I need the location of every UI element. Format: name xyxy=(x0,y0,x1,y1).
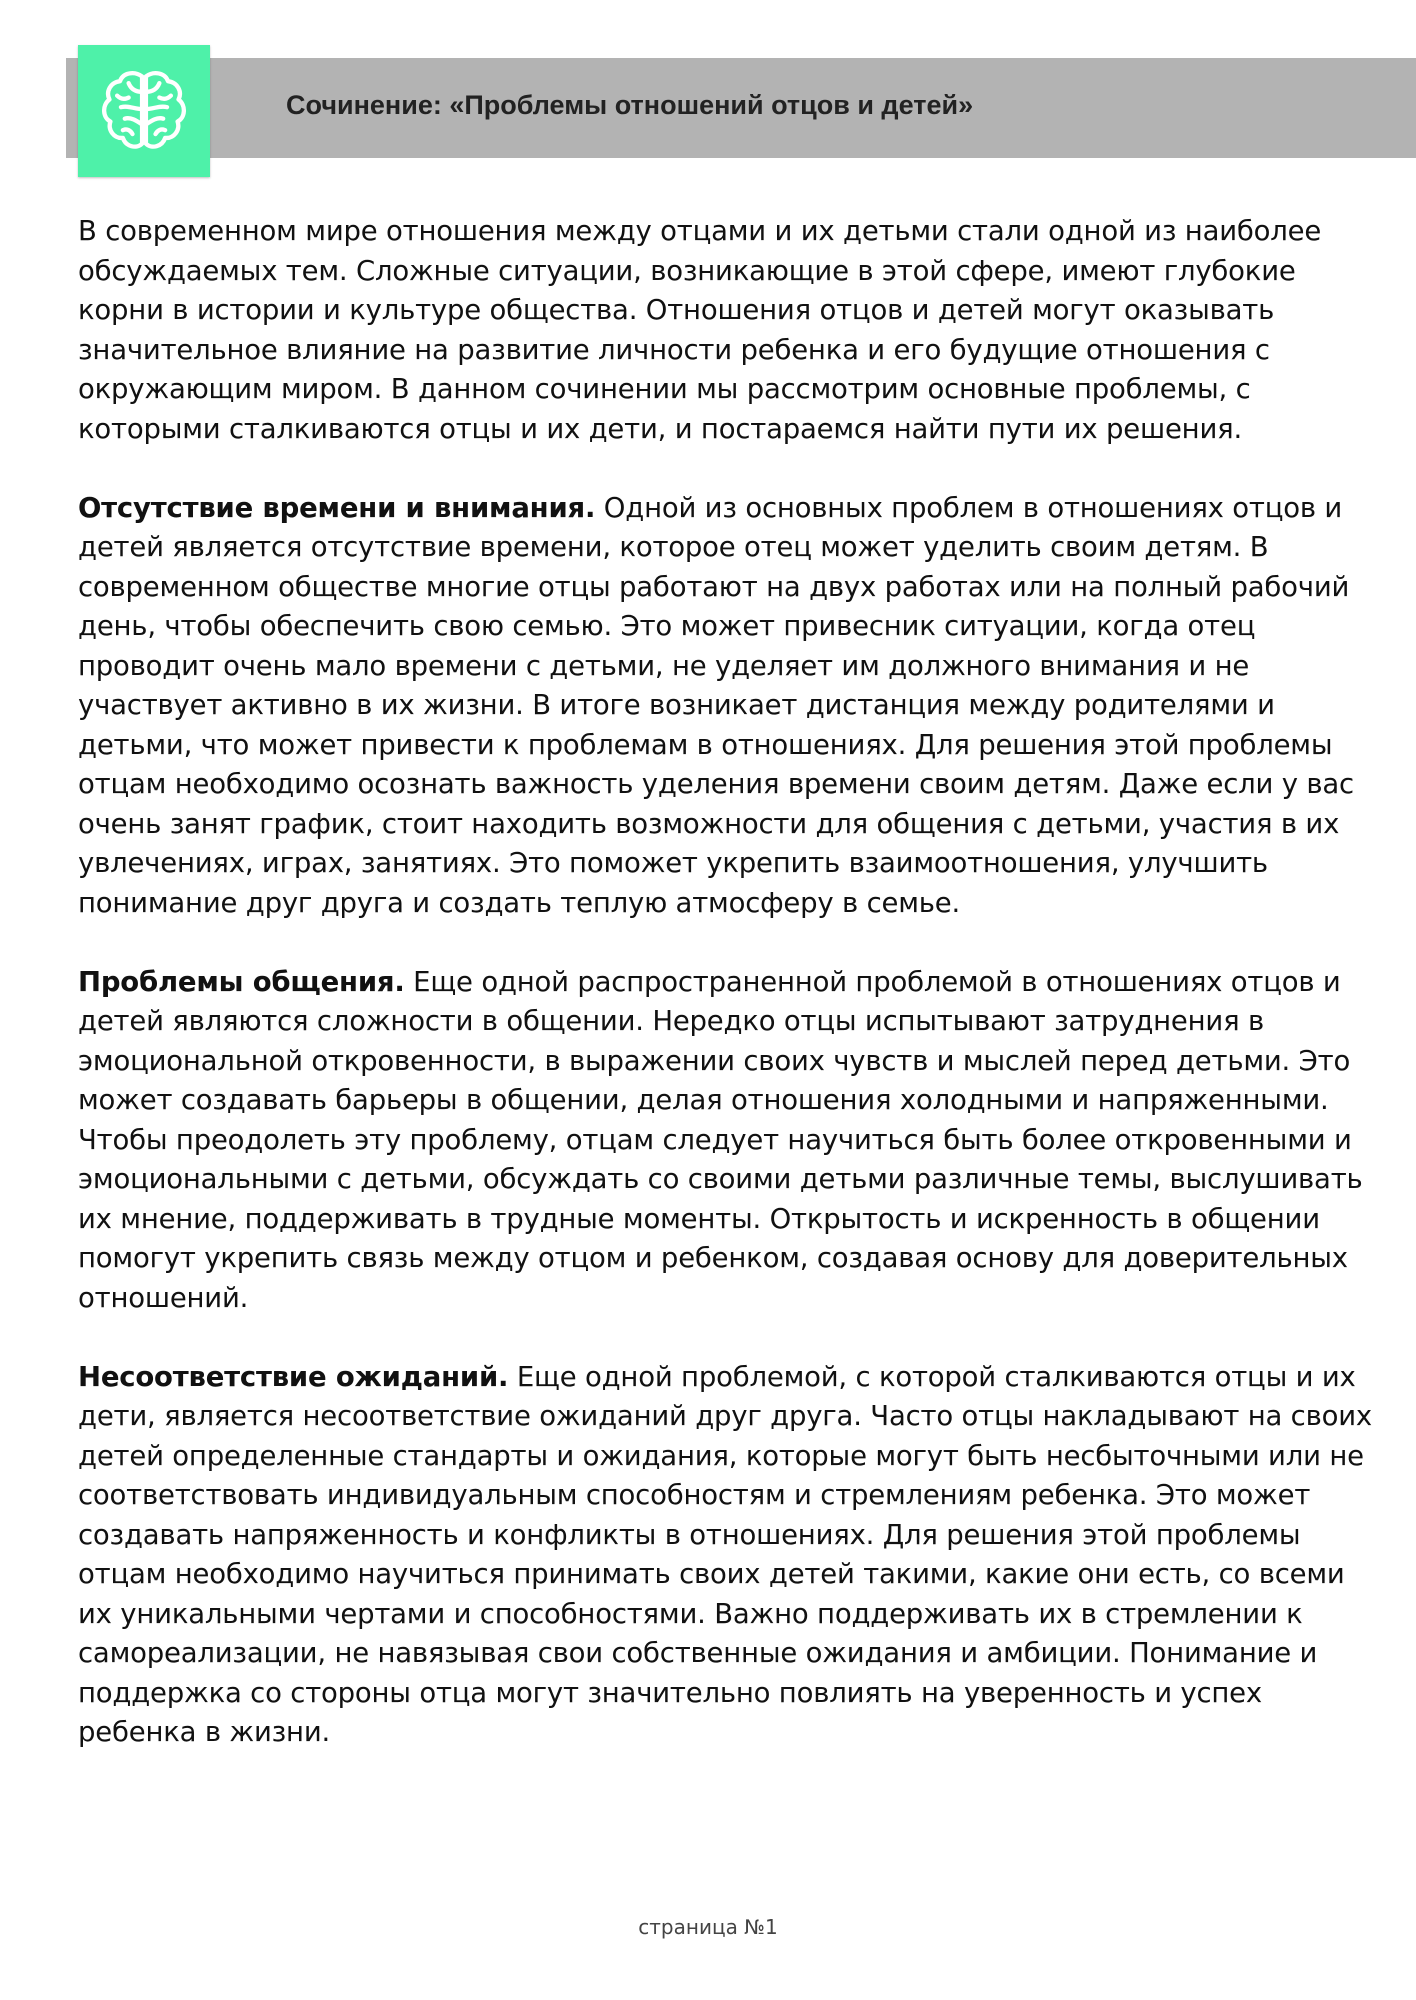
paragraph-expectations xyxy=(78,1358,1378,1753)
page-number: страница №1 xyxy=(638,1915,778,1939)
paragraph-lead: Отсутствие времени и внимания. xyxy=(78,491,596,524)
paragraph-intro xyxy=(78,212,1378,449)
brain-icon xyxy=(96,63,192,159)
paragraph-text: В современном мире отношения между отцами и их детьми стали одной из наиболее обсуждаемых тем. Сложные ситуации, возникающие в этой сфере, имеют глубокие корни в истории и культуре общества. Отношения отцов и детей могут оказывать значительное влияние на развитие личности ребенка и его будущие отношения с окружающим миром. В данном сочинении мы рассмотрим основные проблемы, с которыми сталкиваются отцы и их дети, и постараемся найти пути их решения. xyxy=(78,215,1322,445)
essay-body xyxy=(78,212,1378,1792)
paragraph-text: Одной из основных проблем в отношениях отцов и детей является отсутствие времени, которое отец может уделить своим детям. В современном обществе многие отцы работают на двух работах или на полный рабочий день, чтобы обеспечить свою семью. Это может привесник ситуации, когда отец проводит очень мало времени с детьми, не уделяет им должного внимания и не участвует активно в их жизни. В итоге возникает дистанция между родителями и детьми, что может привести к проблемам в отношениях. Для решения этой проблемы отцам необходимо осознать важность уделения времени своим детям. Даже если у вас очень занят график, стоит находить возможности для общения с детьми, участия в их увлечениях, играх, занятиях. Это поможет укрепить взаимоотношения, улучшить понимание друг друга и создать теплую атмосферу в семье. xyxy=(78,491,1354,919)
paragraph-lead: Несоответствие ожиданий. xyxy=(78,1360,509,1393)
logo xyxy=(78,45,210,177)
document-title: Сочинение: «Проблемы отношений отцов и детей» xyxy=(286,90,974,120)
paragraph-lead: Проблемы общения. xyxy=(78,965,405,998)
paragraph-text: Еще одной проблемой, с которой сталкиваются отцы и их дети, является несоответствие ожиданий друг друга. Часто отцы накладывают на своих детей определенные стандарты и ожидания, которые могут быть несбыточными или не соответствовать индивидуальным способностям и стремлениям ребенка. Это может создавать напряженность и конфликты в отношениях. Для решения этой проблемы отцам необходимо научиться принимать своих детей такими, какие они есть, со всеми их уникальными чертами и способностями. Важно поддерживать их в стремлении к самореализации, не навязывая свои собственные ожидания и амбиции. Понимание и поддержка со стороны отца могут значительно повлиять на уверенность и успех ребенка в жизни. xyxy=(78,1360,1372,1748)
paragraph-communication xyxy=(78,963,1378,1319)
paragraph-text: Еще одной распространенной проблемой в отношениях отцов и детей являются сложности в общении. Нередко отцы испытывают затруднения в эмоциональной откровенности, в выражении своих чувств и мыслей перед детьми. Это может создавать барьеры в общении, делая отношения холодными и напряженными. Чтобы преодолеть эту проблему, отцам следует научиться быть более откровенными и эмоциональными с детьми, обсуждать со своими детьми различные темы, выслушивать их мнение, поддерживать в трудные моменты. Открытость и искренность в общении помогут укрепить связь между отцом и ребенком, создавая основу для доверительных отношений. xyxy=(78,965,1363,1314)
paragraph-time-attention xyxy=(78,489,1378,924)
